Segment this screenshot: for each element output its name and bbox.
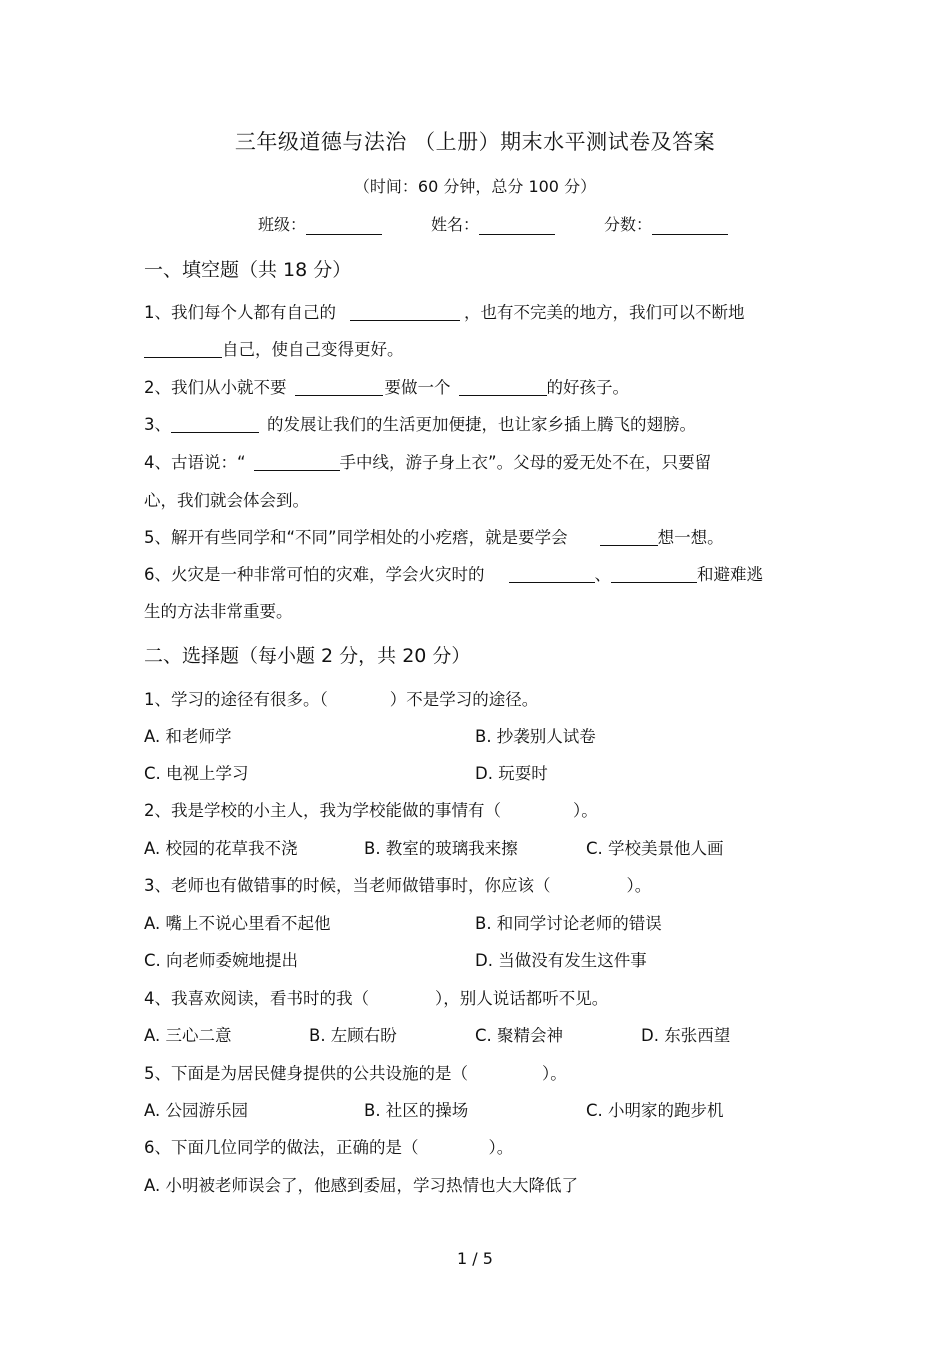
c4-stem-b: ），别人说话都听不见。 xyxy=(435,989,609,1008)
c5-stem-a: 5、下面是为居民健身提供的公共设施的是（ xyxy=(144,1064,468,1083)
name-blank xyxy=(479,233,555,235)
class-blank xyxy=(306,233,382,235)
c3-option-d: D. 当做没有发生这件事 xyxy=(475,951,647,970)
q1-blank-2 xyxy=(144,339,222,358)
c2-stem-a: 2、我是学校的小主人，我为学校能做的事情有（ xyxy=(144,801,501,820)
q5-blank-1 xyxy=(600,527,658,546)
c1-option-c: C. 电视上学习 xyxy=(144,764,249,783)
class-field xyxy=(258,212,382,235)
fill-question-1 xyxy=(144,299,745,323)
c3-option-a: A. 嘴上不说心里看不起他 xyxy=(144,914,331,933)
q5-text-b: 想一想。 xyxy=(657,528,724,547)
c2-stem-b: ）。 xyxy=(573,801,598,820)
q1-text-a: 1、我们每个人都有自己的 xyxy=(144,303,336,322)
c3-stem-b: ）。 xyxy=(626,876,652,895)
c1-stem-a: 1、学习的途径有很多。（ xyxy=(144,690,328,709)
fill-question-6-cont: 生的方法非常重要。 xyxy=(144,602,293,621)
choice-question-5 xyxy=(144,1060,567,1084)
fill-question-4-cont: 心，我们就会体会到。 xyxy=(144,491,309,510)
section2-heading: 二、选择题（每小题 2 分，共 20 分） xyxy=(144,645,471,667)
q2-text-a: 2、我们从小就不要 xyxy=(144,378,287,397)
c2-option-b: B. 教室的玻璃我来擦 xyxy=(364,839,518,858)
q6-blank-2 xyxy=(611,564,697,583)
q3-text-a: 3、 xyxy=(144,415,171,434)
exam-title: 三年级道德与法治 （上册）期末水平测试卷及答案 xyxy=(234,130,716,154)
c3-option-c: C. 向老师委婉地提出 xyxy=(144,951,299,970)
c5-option-a: A. 公园游乐园 xyxy=(144,1101,248,1120)
q2-text-c: 的好孩子。 xyxy=(546,378,629,397)
q3-blank-1 xyxy=(171,414,259,433)
c1-option-a: A. 和老师学 xyxy=(144,727,232,746)
c2-option-a: A. 校园的花草我不浇 xyxy=(144,839,298,858)
c1-option-d: D. 玩耍时 xyxy=(475,764,548,783)
q4-blank-1 xyxy=(254,452,340,471)
fill-question-5 xyxy=(144,524,724,548)
q1-text-b: ，也有不完美的地方，我们可以不断地 xyxy=(464,303,745,322)
q6-text-c: 和避难逃 xyxy=(697,565,763,584)
fill-question-2 xyxy=(144,374,629,398)
q6-text-b: 、 xyxy=(594,565,611,584)
choice-question-2 xyxy=(144,797,598,821)
score-field xyxy=(604,212,728,235)
q4-text-a: 4、古语说：“ xyxy=(144,453,246,472)
q6-text-a: 6、火灾是一种非常可怕的灾难，学会火灾时的 xyxy=(144,565,485,584)
choice-question-4 xyxy=(144,985,608,1009)
c4-option-c: C. 聚精会神 xyxy=(475,1026,564,1045)
class-label: 班级： xyxy=(258,215,307,234)
c4-option-b: B. 左顾右盼 xyxy=(309,1026,397,1045)
fill-question-6 xyxy=(144,561,763,585)
q4-text-b: 手中线，游子身上衣”。父母的爱无处不在，只要留 xyxy=(339,453,712,472)
c5-option-c: C. 小明家的跑步机 xyxy=(586,1101,724,1120)
section1-heading: 一、填空题（共 18 分） xyxy=(144,259,352,281)
choice-question-3 xyxy=(144,872,651,896)
q3-text-b: 的发展让我们的生活更加便捷，也让家乡插上腾飞的翅膀。 xyxy=(267,415,696,434)
fill-question-4 xyxy=(144,449,711,473)
score-blank xyxy=(652,233,728,235)
c5-option-b: B. 社区的操场 xyxy=(364,1101,469,1120)
name-label: 姓名： xyxy=(431,215,480,234)
q2-text-b: 要做一个 xyxy=(384,378,451,397)
name-field xyxy=(431,212,555,235)
c4-option-a: A. 三心二意 xyxy=(144,1026,232,1045)
c3-stem-a: 3、老师也有做错事的时候，当老师做错事时，你应该（ xyxy=(144,876,551,895)
q5-text-a: 5、解开有些同学和“不同”同学相处的小疙瘩，就是要学会 xyxy=(144,528,568,547)
q1-text-c: 自己，使自己变得更好。 xyxy=(222,340,404,359)
q1-blank-1 xyxy=(350,302,460,321)
q2-blank-1 xyxy=(295,377,383,396)
c6-stem-b: ）。 xyxy=(488,1138,514,1157)
c6-option-a: A. 小明被老师误会了，他感到委屈，学习热情也大大降低了 xyxy=(144,1176,578,1195)
fill-question-1-cont xyxy=(144,336,404,360)
choice-question-1 xyxy=(144,686,538,710)
c3-option-b: B. 和同学讨论老师的错误 xyxy=(475,914,662,933)
c4-stem-a: 4、我喜欢阅读，看书时的我（ xyxy=(144,989,369,1008)
choice-question-6 xyxy=(144,1134,513,1158)
page-number: 1 / 5 xyxy=(457,1249,493,1268)
c4-option-d: D. 东张西望 xyxy=(641,1026,731,1045)
c2-option-c: C. 学校美景他人画 xyxy=(586,839,724,858)
exam-subtitle: （时间：60 分钟，总分 100 分） xyxy=(353,177,597,196)
q6-blank-1 xyxy=(509,564,595,583)
c1-option-b: B. 抄袭别人试卷 xyxy=(475,727,596,746)
c6-stem-a: 6、下面几位同学的做法，正确的是（ xyxy=(144,1138,419,1157)
fill-question-3 xyxy=(144,411,696,435)
score-label: 分数： xyxy=(604,215,653,234)
c5-stem-b: ）。 xyxy=(542,1064,567,1083)
c1-stem-b: ）不是学习的途径。 xyxy=(389,690,539,709)
q2-blank-2 xyxy=(459,377,547,396)
